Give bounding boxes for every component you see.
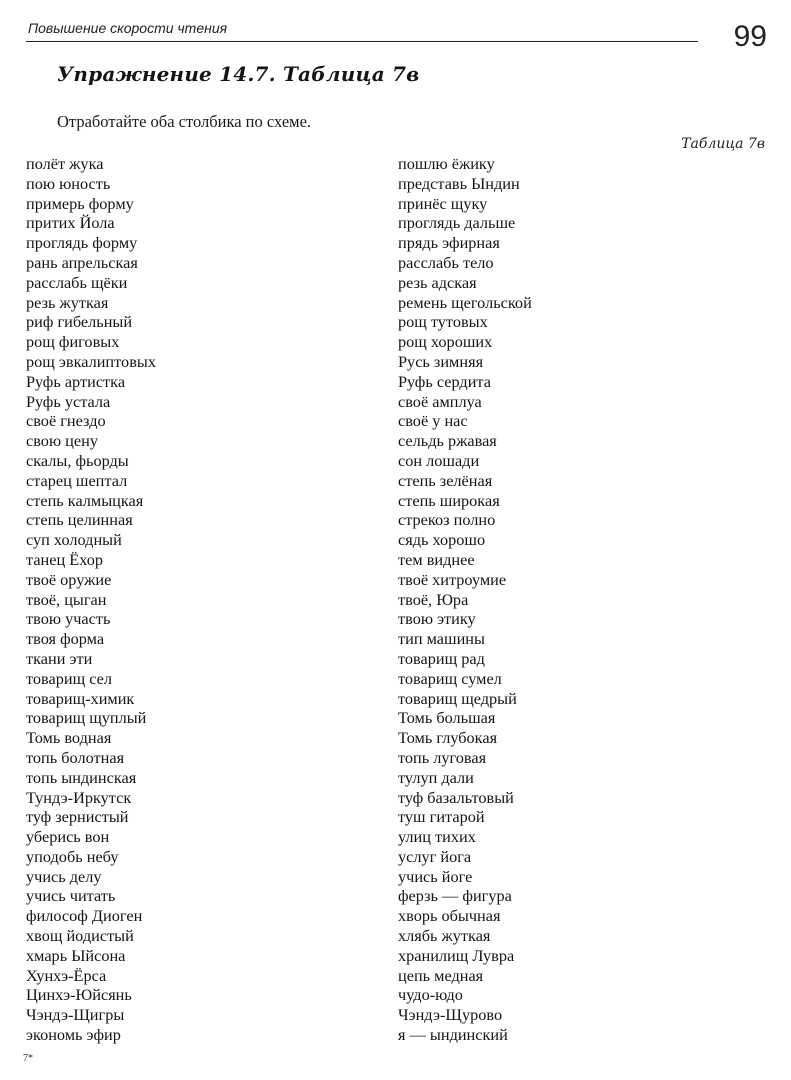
word-pair-item: Цинхэ-Юйсянь: [26, 985, 132, 1005]
word-pair-item: притих Йола: [26, 213, 115, 233]
word-pair-item: улиц тихих: [398, 827, 476, 847]
word-pair-item: товарищ сел: [26, 668, 112, 688]
word-pair-item: сельдь ржавая: [398, 431, 497, 451]
word-pair-item: принёс щуку: [398, 193, 488, 213]
word-pair-item: твоё, цыган: [26, 589, 107, 609]
word-pair-item: примерь форму: [26, 193, 134, 213]
word-pair-item: цепь медная: [398, 965, 484, 985]
word-pair-item: расслабь тело: [398, 252, 494, 272]
page-number: 99: [733, 20, 767, 53]
word-pair-item: проглядь форму: [26, 233, 138, 253]
table-caption: Таблица 7в: [681, 136, 765, 152]
word-pair-item: танец Ёхор: [26, 549, 104, 569]
word-pair-item: хвощ йодистый: [26, 926, 134, 946]
word-pair-item: степь целинная: [26, 510, 133, 530]
word-pair-item: учись йоге: [398, 866, 473, 886]
word-pair-item: твоё оружие: [26, 569, 112, 589]
word-pair-item: резь жуткая: [26, 292, 109, 312]
word-pair-item: тип машины: [398, 629, 485, 649]
word-pair-item: хворь обычная: [398, 906, 501, 926]
word-pair-item: экономь эфир: [26, 1025, 121, 1045]
word-pair-item: Чэндэ-Щурово: [398, 1005, 503, 1025]
word-pair-item: пошлю ёжику: [398, 154, 495, 173]
word-pair-item: степь широкая: [398, 490, 500, 510]
word-pair-item: товарищ щуплый: [26, 708, 147, 728]
word-pair-item: товарищ сумел: [398, 668, 502, 688]
word-pair-item: твою участь: [26, 609, 111, 629]
word-pair-item: учись читать: [26, 886, 116, 906]
word-pair-item: товарищ рад: [398, 648, 485, 668]
word-pair-item: Чэндэ-Щигры: [26, 1005, 125, 1025]
word-pair-item: представь Ындин: [398, 173, 520, 193]
word-pair-item: стрекоз полно: [398, 510, 496, 530]
word-pair-item: туф базальтовый: [398, 787, 514, 807]
word-pair-item: Тундэ-Иркутск: [26, 787, 132, 807]
word-pair-item: хранилищ Лувра: [398, 945, 515, 965]
word-pair-item: я — ындинский: [398, 1025, 508, 1045]
word-pair-item: твоё хитроумие: [398, 569, 507, 589]
word-pair-item: услуг йога: [398, 846, 472, 866]
word-pair-item: риф гибельный: [26, 312, 133, 332]
word-pair-item: Хунхэ-Ёрса: [26, 965, 107, 985]
word-pair-item: топь луговая: [398, 747, 487, 767]
word-pair-item: расслабь щёки: [26, 272, 128, 292]
word-pair-item: туф зернистый: [26, 807, 129, 827]
word-pair-item: свою цену: [26, 431, 98, 451]
word-pair-item: пою юность: [26, 173, 111, 193]
word-pair-item: Руфь сердита: [398, 371, 491, 391]
word-pair-item: своё у нас: [398, 411, 468, 431]
word-pair-item: Томь водная: [26, 728, 112, 748]
running-title: Повышение скорости чтения: [28, 20, 228, 36]
word-pair-item: степь зелёная: [398, 470, 493, 490]
exercise-instruction: Отработайте оба столбика по схеме.: [57, 112, 312, 131]
word-pair-item: учись делу: [26, 866, 102, 886]
word-pair-item: твоя форма: [26, 629, 105, 649]
word-pair-item: Томь большая: [398, 708, 496, 728]
word-pair-item: суп холодный: [26, 530, 122, 550]
word-pair-item: рощ хороших: [398, 332, 493, 352]
word-pair-item: ферзь — фигура: [398, 886, 512, 906]
word-pair-item: туш гитарой: [398, 807, 485, 827]
word-pair-item: ремень щегольской: [398, 292, 532, 312]
word-pair-item: чудо-юдо: [398, 985, 463, 1005]
word-pair-item: уберись вон: [26, 827, 110, 847]
word-pair-item: резь адская: [398, 272, 477, 292]
word-pair-item: тем виднее: [398, 549, 475, 569]
word-pair-item: скалы, фьорды: [26, 450, 129, 470]
word-pair-item: товарищ-химик: [26, 688, 135, 708]
word-pair-item: уподобь небу: [26, 846, 119, 866]
word-pair-item: рощ фиговых: [26, 332, 120, 352]
word-pair-item: прядь эфирная: [398, 233, 500, 253]
word-pair-item: рощ тутовых: [398, 312, 488, 332]
word-pair-item: полёт жука: [26, 154, 104, 173]
word-pair-item: старец шептал: [26, 470, 128, 490]
word-pair-item: хлябь жуткая: [398, 926, 491, 946]
word-pair-item: своё амплуа: [398, 391, 482, 411]
word-pair-item: твоё, Юра: [398, 589, 469, 609]
exercise-title: Упражнение 14.7. Таблица 7в: [57, 62, 420, 86]
word-pair-item: своё гнездо: [26, 411, 106, 431]
printer-signature-mark: 7*: [23, 1053, 33, 1064]
header-rule: [26, 41, 698, 42]
word-column-right: [398, 154, 532, 1045]
word-pair-item: твою этику: [398, 609, 476, 629]
word-pair-item: сядь хорошо: [398, 530, 486, 550]
word-pair-item: Руфь устала: [26, 391, 111, 411]
word-pair-item: рань апрельская: [26, 252, 138, 272]
word-pair-item: товарищ щедрый: [398, 688, 517, 708]
word-pair-item: топь ындинская: [26, 767, 137, 787]
word-pair-item: рощ эвкалиптовых: [26, 351, 156, 371]
word-column-left: [26, 154, 156, 1045]
word-pair-item: Руфь артистка: [26, 371, 126, 391]
word-pair-item: хмарь Ыйсона: [26, 945, 126, 965]
word-pair-item: Русь зимняя: [398, 351, 484, 371]
word-pair-item: философ Диоген: [26, 906, 143, 926]
word-pair-item: Томь глубокая: [398, 728, 498, 748]
word-pair-item: тулуп дали: [398, 767, 474, 787]
word-pair-item: сон лошади: [398, 450, 480, 470]
word-pair-item: ткани эти: [26, 648, 93, 668]
word-pair-item: степь калмыцкая: [26, 490, 144, 510]
word-pair-item: топь болотная: [26, 747, 125, 767]
word-pair-item: проглядь дальше: [398, 213, 516, 233]
